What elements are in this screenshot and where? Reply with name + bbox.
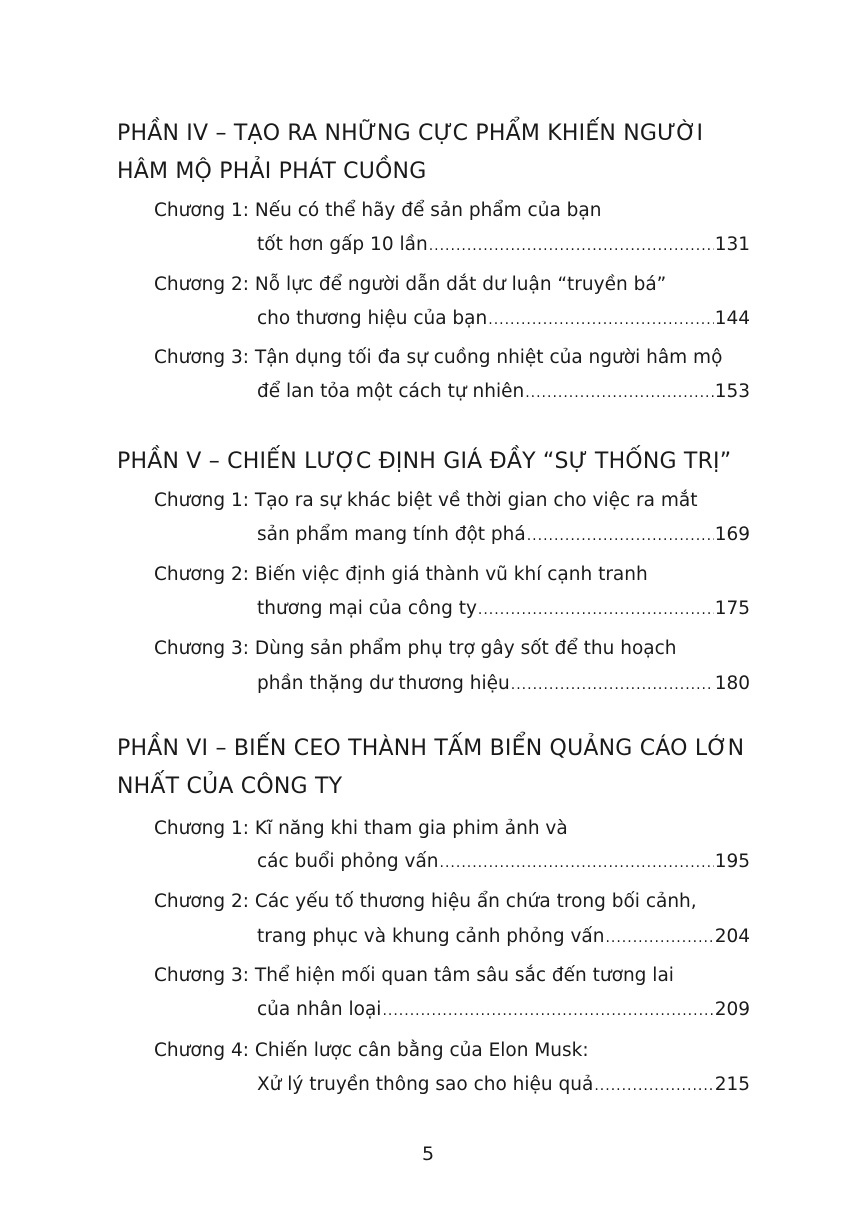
chapter-title-cont: của nhân loại	[257, 999, 382, 1020]
dot-leader	[525, 380, 713, 406]
dot-leader	[527, 523, 714, 549]
chapter-title-cont: Xử lý truyền thông sao cho hiệu quả	[257, 1074, 594, 1095]
chapter-title: Chương 3: Dùng sản phẩm phụ trợ gây sốt để thu hoạch	[154, 638, 677, 659]
chapter-entry-line	[257, 379, 750, 406]
page-ref: 195	[714, 851, 750, 872]
part-title-line2: HÂM MỘ PHẢI PHÁT CUỒNG	[117, 159, 427, 184]
chapter-title-cont: tốt hơn gấp 10 lần	[257, 234, 428, 255]
dot-leader	[511, 672, 714, 698]
chapter-title-cont: thương mại của công ty	[257, 598, 477, 619]
dot-leader	[605, 925, 713, 951]
chapter-entry-line	[257, 849, 750, 876]
page-ref: 204	[714, 926, 750, 947]
dot-leader	[488, 307, 713, 333]
dot-leader	[478, 597, 714, 623]
part-title-line1: PHẦN IV – TẠO RA NHỮNG CỰC PHẨM KHIẾN NGƯỜI	[117, 121, 704, 146]
part-title-line2: NHẤT CỦA CÔNG TY	[117, 774, 343, 799]
chapter-entry-line	[257, 1072, 750, 1099]
dot-leader	[429, 233, 714, 259]
page-ref: 215	[714, 1074, 750, 1095]
part-title	[117, 443, 757, 481]
chapter-title: Chương 2: Biến việc định giá thành vũ khí cạnh tranh	[154, 564, 648, 585]
chapter-title-cont: các buổi phỏng vấn	[257, 851, 439, 872]
chapter-title-cont: trang phục và khung cảnh phỏng vấn	[257, 926, 605, 947]
chapter-entry-line	[257, 671, 750, 698]
part-title	[117, 115, 757, 191]
chapter-entry-line	[257, 924, 750, 951]
page-number: 5	[421, 1143, 435, 1165]
chapter-entry-line	[257, 306, 750, 333]
part-title-line1: PHẦN V – CHIẾN LƯỢC ĐỊNH GIÁ ĐẦY “SỰ THỐNG TRỊ”	[117, 449, 732, 474]
chapter-title-cont: sản phẩm mang tính đột phá	[257, 524, 526, 545]
chapter-title-cont: để lan tỏa một cách tự nhiên	[257, 381, 525, 402]
dot-leader	[594, 1073, 713, 1099]
page-ref: 153	[714, 381, 750, 402]
chapter-entry-line	[257, 997, 750, 1024]
chapter-entry-line	[257, 596, 750, 623]
chapter-title: Chương 3: Tận dụng tối đa sự cuồng nhiệt của người hâm mộ	[154, 347, 723, 368]
page-ref: 180	[714, 673, 750, 694]
page-ref: 144	[714, 308, 750, 329]
chapter-title: Chương 4: Chiến lược cân bằng của Elon Musk:	[154, 1040, 589, 1061]
dot-leader	[440, 850, 714, 876]
part-title	[117, 730, 757, 806]
chapter-title: Chương 3: Thể hiện mối quan tâm sâu sắc đến tương lai	[154, 965, 674, 986]
chapter-title: Chương 1: Kĩ năng khi tham gia phim ảnh và	[154, 818, 568, 839]
dot-leader	[382, 998, 713, 1024]
page-ref: 209	[714, 999, 750, 1020]
chapter-title: Chương 1: Nếu có thể hãy để sản phẩm của bạn	[154, 200, 602, 221]
page-ref: 131	[714, 234, 750, 255]
chapter-entry-line	[257, 232, 750, 259]
chapter-title: Chương 1: Tạo ra sự khác biệt về thời gian cho việc ra mắt	[154, 490, 698, 511]
chapter-title: Chương 2: Nỗ lực để người dẫn dắt dư luận “truyền bá”	[154, 274, 667, 295]
part-title-line1: PHẦN VI – BIẾN CEO THÀNH TẤM BIỂN QUẢNG CÁO LỚN	[117, 736, 745, 761]
chapter-entry-line	[257, 522, 750, 549]
chapter-title-cont: cho thương hiệu của bạn	[257, 308, 488, 329]
chapter-title-cont: phần thặng dư thương hiệu	[257, 673, 510, 694]
page-ref: 175	[714, 598, 750, 619]
page-ref: 169	[714, 524, 750, 545]
chapter-title: Chương 2: Các yếu tố thương hiệu ẩn chứa trong bối cảnh,	[154, 891, 697, 912]
